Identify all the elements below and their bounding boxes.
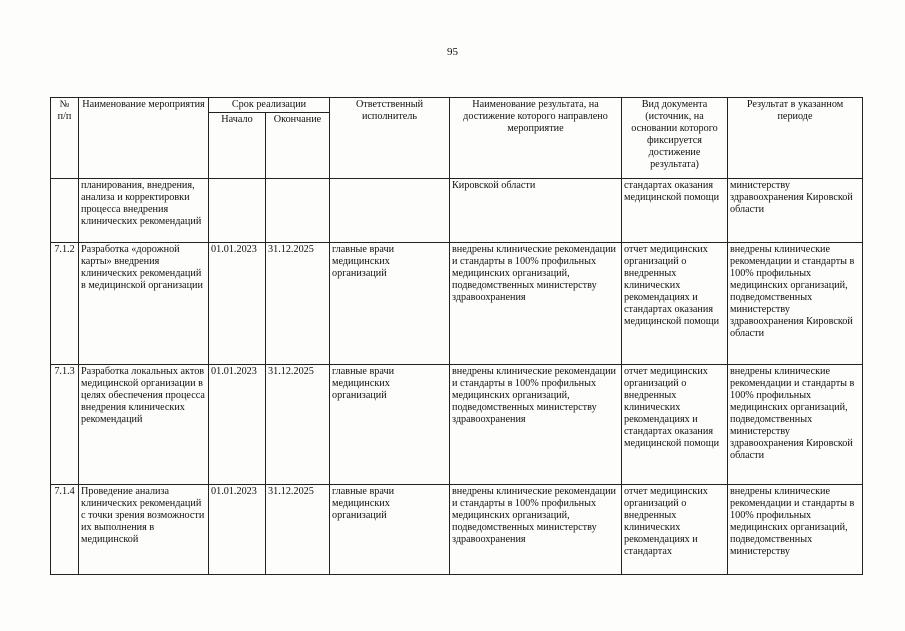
header-end: Окончание — [266, 113, 330, 179]
row-result-name: внедрены клинические рекомендации и стандарты в 100% профильных медицинских организаций, подведомственных министерству здравоохранения — [450, 485, 622, 575]
row-responsible — [330, 179, 450, 243]
header-result-name: Наименование результата, на достижение которого направлено мероприятие — [450, 98, 622, 179]
header-start: Начало — [209, 113, 266, 179]
table-row — [51, 485, 863, 575]
row-end — [266, 179, 330, 243]
row-end: 31.12.2025 — [266, 365, 330, 485]
row-doc-type: стандартах оказания медицинской помощи — [622, 179, 728, 243]
row-result: министерству здравоохранения Кировской области — [728, 179, 863, 243]
row-result-name: внедрены клинические рекомендации и стандарты в 100% профильных медицинских организаций, подведомственных министерству здравоохранения — [450, 243, 622, 365]
row-start: 01.01.2023 — [209, 485, 266, 575]
row-name: Разработка локальных актов медицинской организации в целях обеспечения процесса внедрения клинических рекомендаций — [79, 365, 209, 485]
row-responsible: главные врачи медицинских организаций — [330, 365, 450, 485]
row-result-name: внедрены клинические рекомендации и стандарты в 100% профильных медицинских организаций, подведомственных министерству здравоохранения — [450, 365, 622, 485]
row-responsible: главные врачи медицинских организаций — [330, 485, 450, 575]
header-period: Срок реализации — [209, 98, 330, 113]
row-start: 01.01.2023 — [209, 243, 266, 365]
row-result: внедрены клинические рекомендации и стандарты в 100% профильных медицинских организаций, подведомственных министерству здравоохранения Кировской области — [728, 243, 863, 365]
row-num: 7.1.3 — [51, 365, 79, 485]
row-end: 31.12.2025 — [266, 243, 330, 365]
row-name: планирования, внедрения, анализа и корректировки процесса внедрения клинических рекомендаций — [79, 179, 209, 243]
row-num: 7.1.4 — [51, 485, 79, 575]
row-start: 01.01.2023 — [209, 365, 266, 485]
header-num: № п/п — [51, 98, 79, 179]
row-doc-type: отчет медицинских организаций о внедренных клинических рекомендациях и стандартах оказания медицинской помощи — [622, 365, 728, 485]
row-doc-type: отчет медицинских организаций о внедренных клинических рекомендациях и стандартах — [622, 485, 728, 575]
row-end: 31.12.2025 — [266, 485, 330, 575]
header-responsible: Ответственный исполнитель — [330, 98, 450, 179]
header-name: Наименование мероприятия — [79, 98, 209, 179]
row-result-name: Кировской области — [450, 179, 622, 243]
row-name: Проведение анализа клинических рекомендаций с точки зрения возможности их выполнения в медицинской — [79, 485, 209, 575]
row-result: внедрены клинические рекомендации и стандарты в 100% профильных медицинских организаций, подведомственных министерству здравоохранения Кировской области — [728, 365, 863, 485]
header-result: Результат в указанном периоде — [728, 98, 863, 179]
table-row — [51, 243, 863, 365]
row-doc-type: отчет медицинских организаций о внедренных клинических рекомендациях и стандартах оказания медицинской помощи — [622, 243, 728, 365]
row-responsible: главные врачи медицинских организаций — [330, 243, 450, 365]
table-row — [51, 365, 863, 485]
measures-table — [50, 97, 863, 575]
row-num: 7.1.2 — [51, 243, 79, 365]
header-doc-type: Вид документа (источник, на основании которого фиксируется достижение результата) — [622, 98, 728, 179]
table-row — [51, 179, 863, 243]
row-start — [209, 179, 266, 243]
page-number: 95 — [447, 46, 458, 58]
row-result: внедрены клинические рекомендации и стандарты в 100% профильных медицинских организаций, подведомственных министерству — [728, 485, 863, 575]
row-num — [51, 179, 79, 243]
row-name: Разработка «дорожной карты» внедрения клинических рекомендаций в медицинской организации — [79, 243, 209, 365]
